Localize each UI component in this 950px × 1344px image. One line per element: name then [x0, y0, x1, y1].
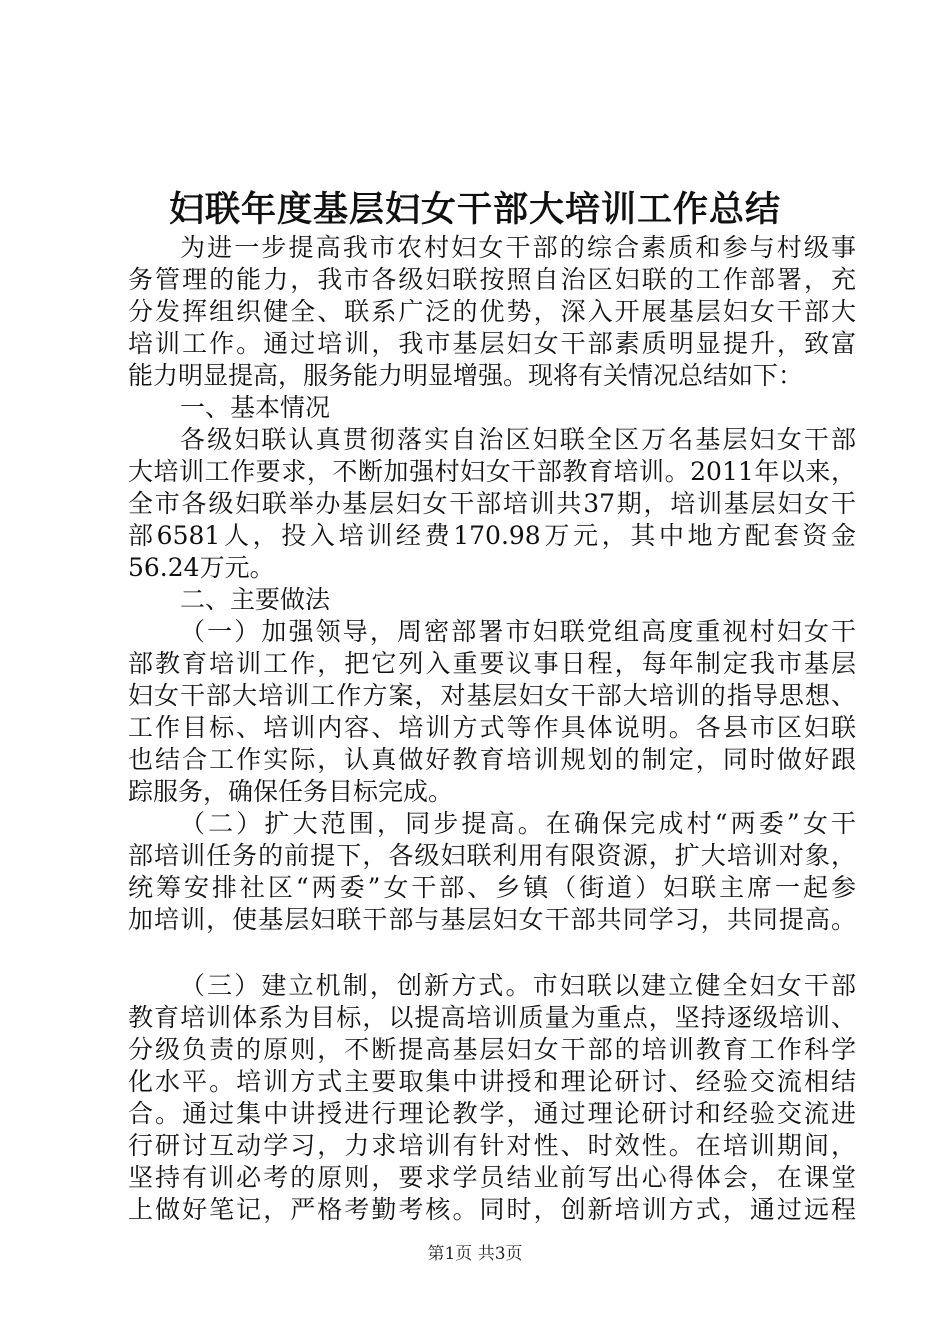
section-heading: 二、主要做法 [180, 585, 331, 614]
paragraph-line: （三）建立机制，创新方式。市妇联以建立健全妇女干部 [180, 971, 856, 1000]
paragraph-line: 分发挥组织健全、联系广泛的优势，深入开展基层妇女干部大 [128, 297, 856, 326]
document-body [128, 232, 856, 1226]
paragraph-line: 踪服务，确保任务目标完成。 [128, 777, 454, 806]
paragraph-line: 工作目标、培训内容、培训方式等作具体说明。各县市区妇联 [128, 713, 856, 742]
paragraph-line: （二）扩大范围，同步提高。在确保完成村“两委”女干 [180, 809, 856, 838]
paragraph-line: 行研讨互动学习，力求培训有针对性、时效性。在培训期间， [128, 1131, 856, 1160]
paragraph-line: 部培训任务的前提下，各级妇联利用有限资源，扩大培训对象， [128, 841, 856, 870]
paragraph-line: 部教育培训工作，把它列入重要议事日程，每年制定我市基层 [128, 649, 856, 678]
paragraph-line: （一）加强领导，周密部署市妇联党组高度重视村妇女干 [180, 617, 856, 646]
paragraph-line: 各级妇联认真贯彻落实自治区妇联全区万名基层妇女干部 [180, 425, 856, 454]
paragraph-line: 为进一步提高我市农村妇女干部的综合素质和参与村级事 [180, 233, 856, 262]
paragraph-line: 也结合工作实际，认真做好教育培训规划的制定，同时做好跟 [128, 745, 856, 774]
paragraph-line: 务管理的能力，我市各级妇联按照自治区妇联的工作部署，充 [128, 265, 856, 294]
paragraph-line: 化水平。培训方式主要取集中讲授和理论研讨、经验交流相结 [128, 1067, 856, 1096]
paragraph-line: 56.24万元。 [128, 553, 275, 582]
document-title: 妇联年度基层妇女干部大培训工作总结 [168, 189, 781, 230]
paragraph-line: 教育培训体系为目标，以提高培训质量为重点，坚持逐级培训、 [128, 1003, 856, 1032]
paragraph-line: 坚持有训必考的原则，要求学员结业前写出心得体会，在课堂 [128, 1163, 856, 1192]
paragraph-gap [128, 936, 856, 970]
paragraph-line: 全市各级妇联举办基层妇女干部培训共37期，培训基层妇女干 [128, 489, 856, 518]
paragraph-line: 加培训，使基层妇联干部与基层妇女干部共同学习，共同提高。 [128, 905, 856, 934]
paragraph-line: 上做好笔记，严格考勤考核。同时，创新培训方式，通过远程 [128, 1195, 856, 1224]
paragraph-line: 合。通过集中讲授进行理论教学，通过理论研讨和经验交流进 [128, 1099, 856, 1128]
page-footer: 第1页 共3页 [427, 1244, 523, 1264]
paragraph-line: 部6581人，投入培训经费170.98万元，其中地方配套资金 [128, 521, 856, 550]
paragraph-line: 分级负责的原则，不断提高基层妇女干部的培训教育工作科学 [128, 1035, 856, 1064]
section-heading: 一、基本情况 [180, 393, 331, 422]
paragraph-line: 能力明显提高，服务能力明显增强。现将有关情况总结如下： [128, 361, 804, 390]
paragraph-line: 培训工作。通过培训，我市基层妇女干部素质明显提升，致富 [128, 329, 856, 358]
paragraph-line: 统筹安排社区“两委”女干部、乡镇（街道）妇联主席一起参 [128, 873, 856, 902]
paragraph-line: 大培训工作要求，不断加强村妇女干部教育培训。2011年以来， [128, 457, 856, 486]
paragraph-line: 妇女干部大培训工作方案，对基层妇女干部大培训的指导思想、 [128, 681, 856, 710]
